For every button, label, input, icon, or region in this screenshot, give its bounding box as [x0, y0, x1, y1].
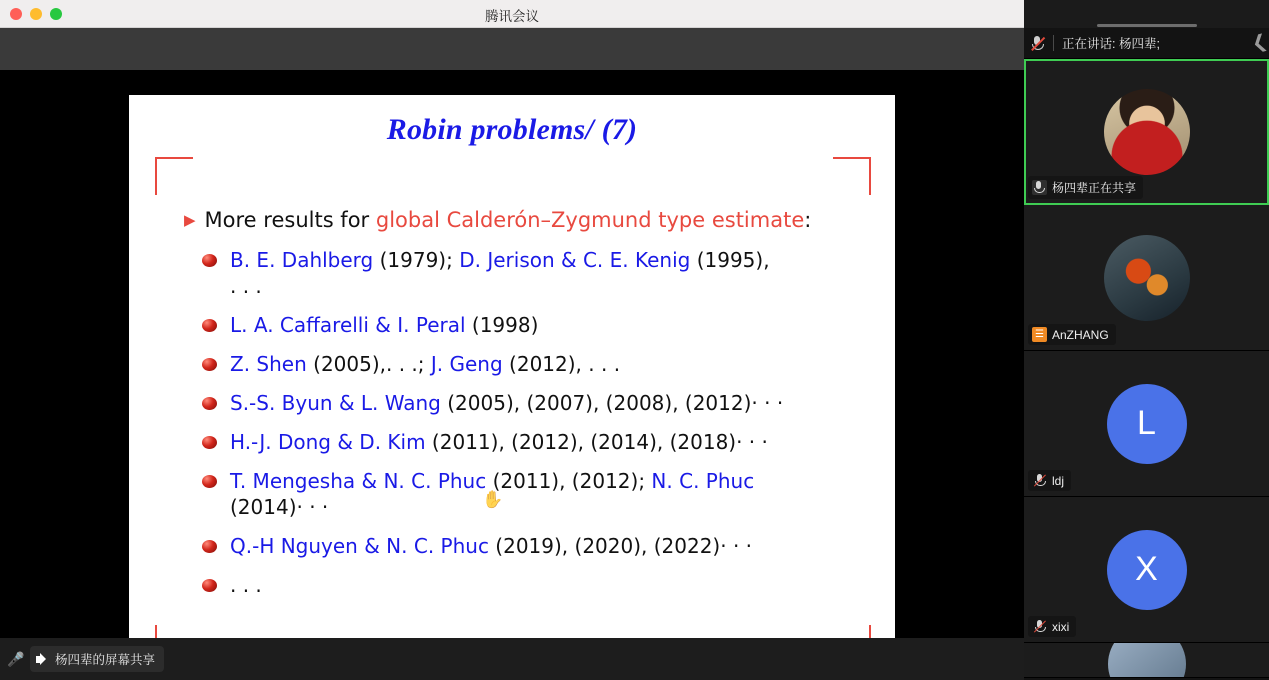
active-speaker-bar — [1024, 28, 1269, 59]
cursor-hand-icon: ✋ — [482, 490, 504, 509]
lead-highlight: global Calderón–Zygmund type estimate — [375, 208, 805, 232]
sphere-bullet-icon — [202, 397, 217, 410]
years-text: (2012), . . . — [502, 352, 621, 377]
divider — [1053, 35, 1054, 51]
frame-corner-top-right — [833, 157, 871, 195]
presentation-slide — [129, 95, 895, 675]
avatar: X — [1107, 530, 1187, 610]
participant-name: ldj — [1052, 473, 1065, 488]
share-status-label: 杨四辈的屏幕共享 — [55, 653, 156, 667]
triangle-bullet-icon: ▶ — [184, 211, 196, 229]
active-speaker-label: 正在讲话: 杨四辈; — [1062, 37, 1160, 51]
list-item-continuation: . . . — [230, 274, 262, 299]
participant-tile[interactable] — [1024, 351, 1269, 497]
participants-panel — [1024, 0, 1269, 680]
frame-corner-top-left — [155, 157, 193, 195]
window-titlebar — [0, 0, 1024, 28]
shared-screen-stage — [0, 70, 1024, 680]
lead-suffix: : — [804, 208, 812, 232]
author-name: S.-S. Byun & L. Wang — [230, 391, 441, 416]
sphere-bullet-icon — [202, 436, 217, 449]
avatar — [1104, 89, 1190, 175]
avatar — [1104, 235, 1190, 321]
sphere-bullet-icon — [202, 254, 217, 267]
years-text: (2019), (2020), (2022)· · · — [488, 534, 753, 559]
collapse-icon[interactable]: ❮ — [1249, 30, 1269, 54]
page-title: Robin problems/ (7) — [386, 113, 638, 146]
years-text: (2011), (2012); — [486, 469, 652, 494]
avatar — [1108, 643, 1186, 678]
host-icon: ☰ — [1032, 327, 1047, 342]
years-text: (1995), — [690, 248, 770, 273]
list-item — [184, 351, 874, 377]
lead-text — [205, 207, 812, 233]
mic-muted-icon — [1032, 473, 1047, 488]
participant-name: AnZHANG — [1052, 327, 1109, 342]
author-name: N. C. Phuc — [651, 469, 755, 494]
window-toolbar — [0, 28, 1024, 70]
author-name: B. E. Dahlberg — [230, 248, 374, 273]
participant-tile[interactable] — [1024, 205, 1269, 351]
participant-name: 杨四辈正在共享 — [1052, 181, 1137, 195]
author-name: Q.-H Nguyen & N. C. Phuc — [230, 534, 489, 559]
lead-prefix: More results for — [204, 208, 376, 232]
participant-tile[interactable] — [1024, 59, 1269, 205]
years-text: (1979); — [373, 248, 460, 273]
screen-share-bar — [0, 638, 1024, 680]
author-name: Z. Shen — [230, 352, 307, 377]
slide-content — [184, 207, 874, 611]
participant-name-chip — [1028, 470, 1071, 491]
years-text: (1998) — [465, 313, 539, 338]
sphere-bullet-icon — [202, 358, 217, 371]
participant-name-chip — [1028, 616, 1076, 637]
participant-tiles — [1024, 59, 1269, 678]
participant-name: xixi — [1052, 619, 1070, 634]
mic-on-icon — [1032, 180, 1047, 195]
author-name: L. A. Caffarelli & I. Peral — [230, 313, 466, 338]
mic-muted-icon[interactable] — [1030, 35, 1045, 52]
sphere-bullet-icon — [202, 475, 217, 488]
window-title: 腾讯会议 — [485, 9, 539, 24]
author-name: D. Jerison & C. E. Kenig — [459, 248, 691, 273]
list-item — [184, 533, 874, 559]
panel-drag-handle[interactable] — [1097, 24, 1197, 27]
list-item — [184, 429, 874, 455]
avatar: L — [1107, 384, 1187, 464]
list-item-continuation: (2014)· · · — [230, 495, 329, 520]
author-name: T. Mengesha & N. C. Phuc — [230, 469, 487, 494]
list-item — [184, 312, 874, 338]
sphere-bullet-icon — [202, 319, 217, 332]
participant-name-chip — [1028, 324, 1116, 345]
reference-list — [184, 247, 874, 598]
list-item — [184, 572, 874, 598]
author-name: H.-J. Dong & D. Kim — [230, 430, 426, 455]
years-text: (2005), (2007), (2008), (2012)· · · — [440, 391, 784, 416]
participant-tile[interactable] — [1024, 643, 1269, 678]
author-name: J. Geng — [430, 352, 503, 377]
list-item — [184, 468, 874, 520]
slide-lead-line — [184, 207, 874, 233]
mic-muted-icon — [1032, 619, 1047, 634]
sphere-bullet-icon — [202, 540, 217, 553]
microphone-icon[interactable]: 🎤 — [7, 650, 25, 667]
speaker-icon — [36, 653, 49, 666]
years-text: (2011), (2012), (2014), (2018)· · · — [425, 430, 768, 455]
share-status-chip[interactable] — [30, 646, 164, 672]
panel-topbar — [1024, 0, 1269, 28]
list-item — [184, 390, 874, 416]
participant-tile[interactable] — [1024, 497, 1269, 643]
sphere-bullet-icon — [202, 579, 217, 592]
years-text: (2005),. . .; — [306, 352, 431, 377]
years-text: . . . — [230, 573, 262, 598]
participant-name-chip — [1028, 176, 1143, 199]
list-item — [184, 247, 874, 299]
